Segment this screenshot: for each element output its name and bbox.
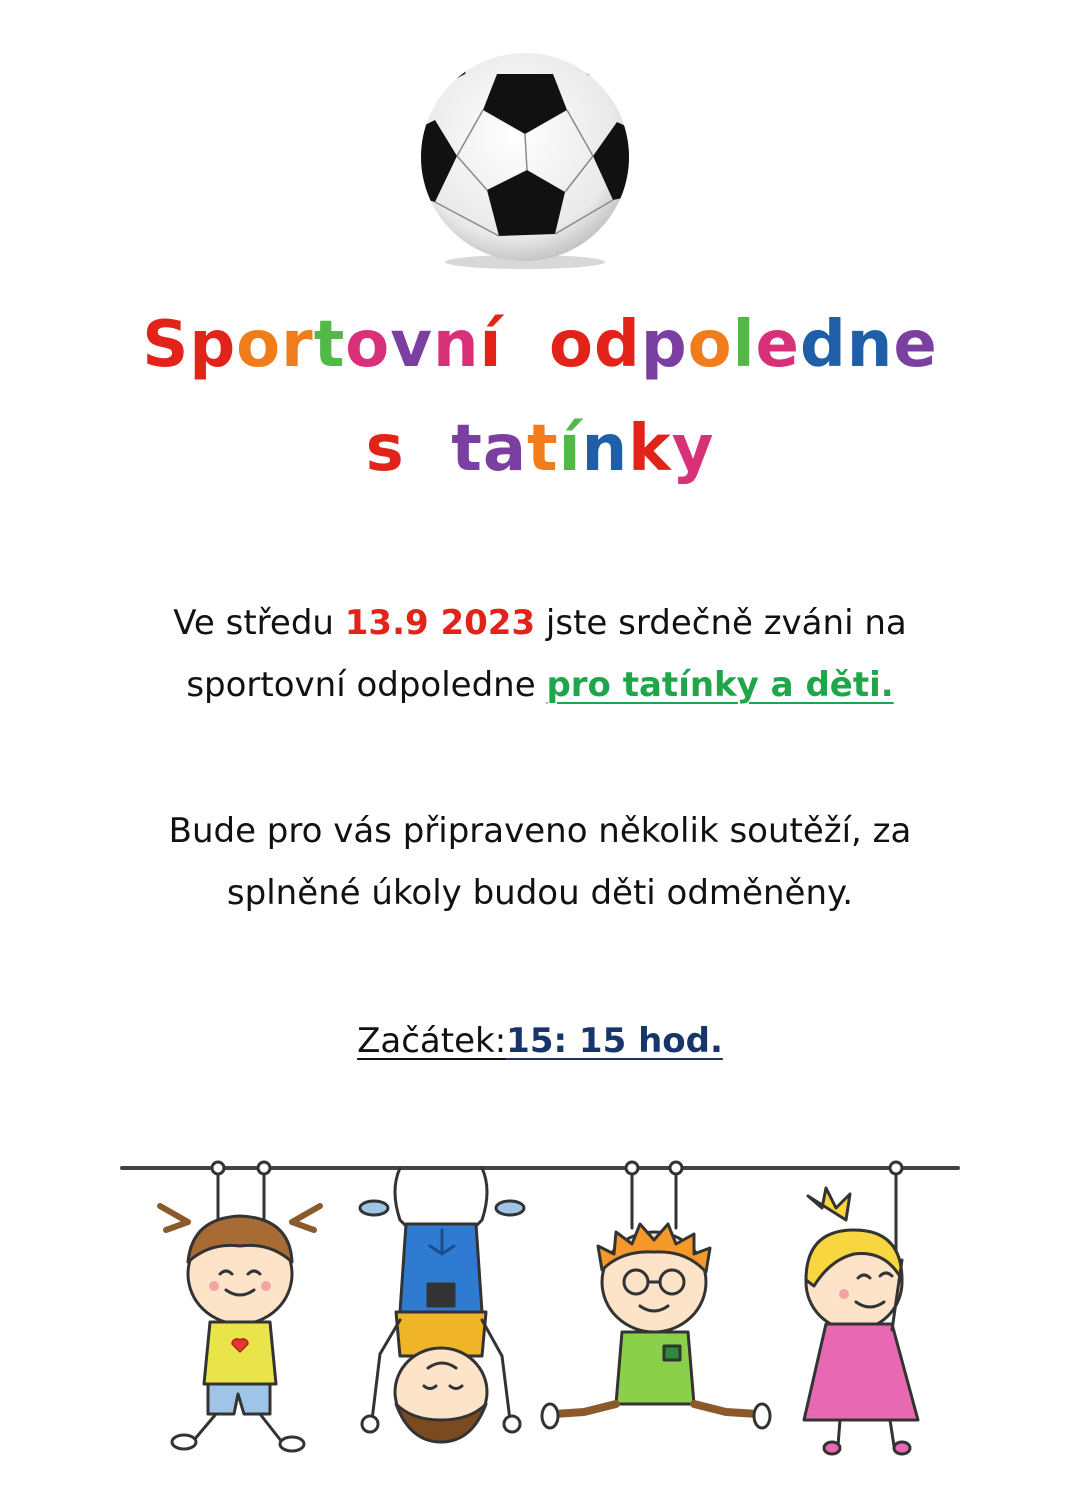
title-line-1-letter: í bbox=[479, 308, 503, 382]
kids-hanging-on-bar-illustration bbox=[110, 1150, 970, 1470]
title-line-1-letter: p bbox=[640, 308, 688, 382]
title-line-2-letter: k bbox=[628, 412, 672, 486]
invitation-event: sportovní odpoledne bbox=[186, 665, 547, 705]
start-label: Začátek: bbox=[357, 1021, 507, 1061]
title-line-2-letter: a bbox=[482, 412, 528, 486]
title-line-1 bbox=[0, 308, 1080, 382]
title-line-1-letter: o bbox=[549, 308, 595, 382]
title-line-2-letter: n bbox=[581, 412, 629, 486]
title-line-2-letter: y bbox=[671, 412, 715, 486]
title-line-2-letter: t bbox=[527, 412, 559, 486]
title-line-1-letter bbox=[502, 308, 549, 382]
competitions-line-1: Bude pro vás připraveno několik soutěží, za bbox=[168, 811, 912, 851]
title-line-1-letter: o bbox=[236, 308, 282, 382]
title-line-1-letter: S bbox=[142, 308, 190, 382]
audience-text: pro tatínky a děti. bbox=[546, 665, 894, 705]
competitions-line-2: splněné úkoly budou děti odměněny. bbox=[226, 873, 854, 913]
title-line-1-letter: d bbox=[594, 308, 641, 382]
start-time bbox=[0, 1010, 1080, 1072]
invitation-intro: Ve středu bbox=[173, 603, 345, 643]
title-line-1-letter: e bbox=[893, 308, 938, 382]
title-line-1-letter: e bbox=[755, 308, 800, 382]
title-line-1-letter: l bbox=[732, 308, 756, 382]
invitation-paragraph bbox=[0, 592, 1080, 716]
title-line-1-letter: d bbox=[799, 308, 847, 382]
title-line-1-letter: o bbox=[687, 308, 733, 382]
title-line-1-letter: n bbox=[846, 308, 894, 382]
event-date: 13.9 2023 bbox=[344, 603, 536, 643]
invitation-line-1 bbox=[0, 592, 1080, 654]
title-line-1-letter: p bbox=[189, 308, 237, 382]
soccer-ball-icon bbox=[405, 52, 645, 272]
invitation-rest: jste srdečně zváni na bbox=[535, 603, 907, 643]
title-line-2-letter: t bbox=[451, 412, 483, 486]
competitions-paragraph bbox=[0, 800, 1080, 924]
title-line-1-letter: o bbox=[345, 308, 391, 382]
title-line-2-letter: í bbox=[558, 412, 582, 486]
title-line-1-letter: n bbox=[432, 308, 480, 382]
start-time-value: 15: 15 hod. bbox=[506, 1021, 723, 1061]
invitation-line-2 bbox=[0, 654, 1080, 716]
title-line-1-letter: t bbox=[313, 308, 346, 382]
title-line-2-letter bbox=[405, 412, 452, 486]
title-line-1-letter: r bbox=[281, 308, 314, 382]
title-line-1-letter: v bbox=[390, 308, 433, 382]
title-line-2-letter: s bbox=[365, 412, 405, 486]
title-line-2 bbox=[0, 412, 1080, 486]
